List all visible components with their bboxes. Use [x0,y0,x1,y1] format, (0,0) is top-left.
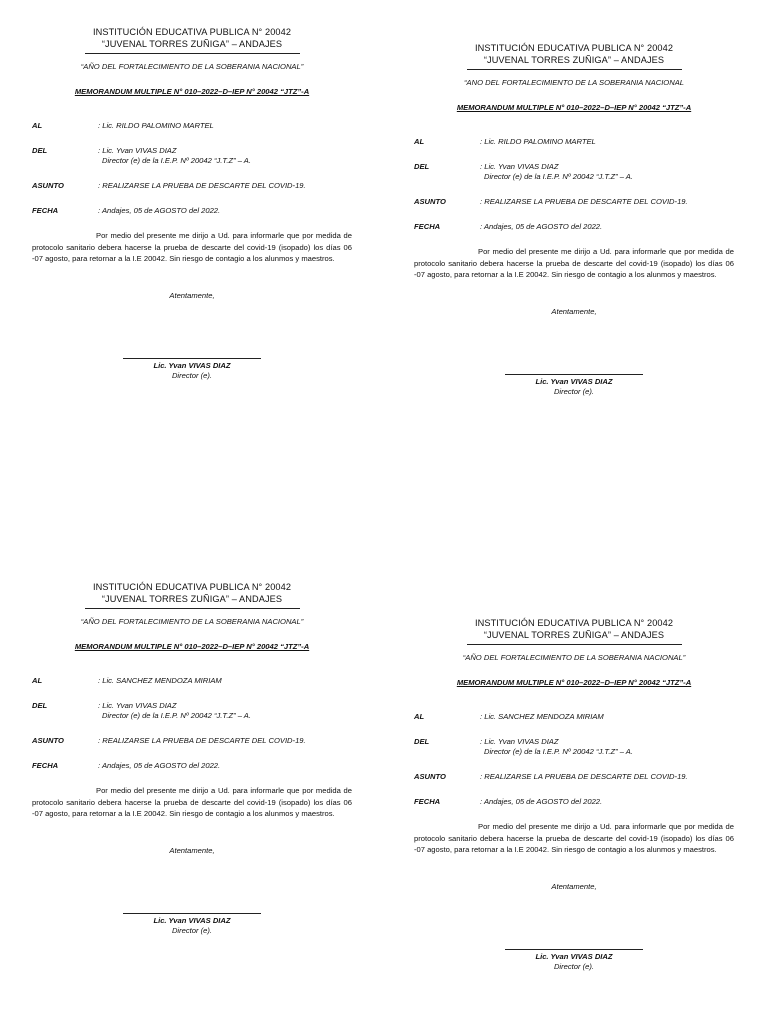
signatory-name: Lic. Yvan VIVAS DIAZ [535,376,613,386]
field-label: AL [414,137,425,146]
memo-body: Por medio del presente me dirijo a Ud. para informarle que por medida de protocolo sanitario debera hacerse la prueba de descarte del covid-19 (isopado) los días 06 -07 agosto, para retornar a la I.E 20042. Sin riesgo de contagio a los alunmos y maestros. [32,786,352,818]
memo-2 [414,43,734,396]
field-subvalue: Director (e) de la I.E.P. Nº 20042 “J.T.Z” – A. [484,172,633,181]
field-label: AL [32,676,43,685]
field-label: FECHA [414,797,441,806]
signatory-name: Lic. Yvan VIVAS DIAZ [153,360,231,370]
field-label: FECHA [32,206,59,215]
field-value: : Lic. Yvan VIVAS DIAZ [480,737,559,746]
field-value-group [480,162,734,182]
field-label: AL [414,712,425,721]
field-del [32,146,352,166]
signatory-title: Director (e). [553,386,595,396]
signature-line [505,374,643,375]
memo-1 [32,27,352,380]
institution-name: INSTITUCIÓN EDUCATIVA PUBLICA N° 20042 [474,43,674,53]
field-value: : Andajes, 05 de AGOSTO del 2022. [98,206,221,215]
field-value: : Andajes, 05 de AGOSTO del 2022. [98,761,221,770]
closing: Atentamente, [551,306,597,316]
signature-line [505,949,643,950]
field-fecha [32,206,352,216]
field-label: AL [32,121,43,130]
institution-name: INSTITUCIÓN EDUCATIVA PUBLICA N° 20042 [92,27,292,37]
field-value: : REALIZARSE LA PRUEBA DE DESCARTE DEL COVID-19. [480,197,688,206]
field-value: : Lic. Yvan VIVAS DIAZ [98,146,177,155]
field-asunto [414,772,734,782]
field-fecha [32,761,352,771]
field-al [32,121,352,131]
institution-name: INSTITUCIÓN EDUCATIVA PUBLICA N° 20042 [92,582,292,592]
school-name: “JUVENAL TORRES ZUÑIGA” – ANDAJES [483,54,665,65]
field-fecha [414,222,734,232]
memo-body: Por medio del presente me dirijo a Ud. para informarle que por medida de protocolo sanitario debera hacerse la prueba de descarte del covid-19 (isopado) los días 06 -07 agosto, para retornar a la I.E 20042. Sin riesgo de contagio a los alunmos y maestros. [32,231,352,263]
memo-4 [414,618,734,971]
memo-title: MEMORANDUM MULTIPLE N° 010–2022–D–IEP N° 20042 “JTZ”-A [456,678,692,687]
closing: Atentamente, [169,290,215,300]
signature-line [123,358,261,359]
year-motto: “AÑO DEL FORTALECIMIENTO DE LA SOBERANIA NACIONAL” [80,62,304,71]
field-label: ASUNTO [32,736,64,745]
memo-title: MEMORANDUM MULTIPLE N° 010–2022–D–IEP N° 20042 “JTZ”-A [74,642,310,651]
signatory-title: Director (e). [171,370,213,380]
field-value-group [98,701,352,721]
closing: Atentamente, [169,845,215,855]
field-subvalue: Director (e) de la I.E.P. Nº 20042 “J.T.Z” – A. [102,156,251,165]
field-asunto [32,736,352,746]
field-value: : Lic. SANCHEZ MENDOZA MIRIAM [480,712,604,721]
field-value: : REALIZARSE LA PRUEBA DE DESCARTE DEL COVID-19. [98,181,306,190]
school-name: “JUVENAL TORRES ZUÑIGA” – ANDAJES [101,593,283,604]
field-label: DEL [414,737,430,746]
header-rule [467,644,682,645]
field-al [414,137,734,147]
memo-title: MEMORANDUM MULTIPLE N° 010–2022–D–IEP N° 20042 “JTZ”-A [74,87,310,96]
school-name: “JUVENAL TORRES ZUÑIGA” – ANDAJES [483,629,665,640]
field-label: FECHA [414,222,441,231]
field-label: DEL [414,162,430,171]
header-rule [85,53,300,54]
memo-body: Por medio del presente me dirijo a Ud. para informarle que por medida de protocolo sanitario debera hacerse la prueba de descarte del covid-19 (isopado) los días 06 -07 agosto, para retornar a la I.E 20042. Sin riesgo de contagio a los alunmos y maestros. [414,822,734,854]
field-asunto [414,197,734,207]
field-del [32,701,352,721]
field-al [414,712,734,722]
field-value: : Lic. Yvan VIVAS DIAZ [98,701,177,710]
field-subvalue: Director (e) de la I.E.P. Nº 20042 “J.T.Z” – A. [102,711,251,720]
field-label: ASUNTO [414,772,446,781]
field-al [32,676,352,686]
signatory-title: Director (e). [553,961,595,971]
memo-3 [32,582,352,935]
field-del [414,162,734,182]
memo-body: Por medio del presente me dirijo a Ud. para informarle que por medida de protocolo sanitario debera hacerse la prueba de descarte del covid-19 (isopado) los días 06 -07 agosto, para retornar a la I.E 20042. Sin riesgo de contagio a los alunmos y maestros. [414,247,734,279]
year-motto: “AÑO DEL FORTALECIMIENTO DE LA SOBERANIA NACIONAL” [80,617,304,626]
memo-title: MEMORANDUM MULTIPLE N° 010–2022–D–IEP N° 20042 “JTZ”-A [456,103,692,112]
field-value: : Lic. Yvan VIVAS DIAZ [480,162,559,171]
signatory-name: Lic. Yvan VIVAS DIAZ [153,915,231,925]
field-value-group [98,146,352,166]
field-value: : Lic. RILDO PALOMINO MARTEL [98,121,214,130]
signatory-title: Director (e). [171,925,213,935]
header-rule [85,608,300,609]
field-value: : Andajes, 05 de AGOSTO del 2022. [480,797,603,806]
signature-line [123,913,261,914]
year-motto: “ANO DEL FORTALECIMIENTO DE LA SOBERANIA NACIONAL [464,78,684,87]
field-value: : Andajes, 05 de AGOSTO del 2022. [480,222,603,231]
header-rule [467,69,682,70]
school-name: “JUVENAL TORRES ZUÑIGA” – ANDAJES [101,38,283,49]
field-label: ASUNTO [32,181,64,190]
year-motto: “AÑO DEL FORTALECIMIENTO DE LA SOBERANIA NACIONAL” [462,653,686,662]
signatory-name: Lic. Yvan VIVAS DIAZ [535,951,613,961]
institution-name: INSTITUCIÓN EDUCATIVA PUBLICA N° 20042 [474,618,674,628]
closing: Atentamente, [551,881,597,891]
field-label: FECHA [32,761,59,770]
field-value: : Lic. SANCHEZ MENDOZA MIRIAM [98,676,222,685]
field-fecha [414,797,734,807]
field-value: : REALIZARSE LA PRUEBA DE DESCARTE DEL COVID-19. [98,736,306,745]
field-label: DEL [32,701,48,710]
field-asunto [32,181,352,191]
field-value: : Lic. RILDO PALOMINO MARTEL [480,137,596,146]
field-label: DEL [32,146,48,155]
field-del [414,737,734,757]
field-value: : REALIZARSE LA PRUEBA DE DESCARTE DEL COVID-19. [480,772,688,781]
field-label: ASUNTO [414,197,446,206]
field-subvalue: Director (e) de la I.E.P. Nº 20042 “J.T.Z” – A. [484,747,633,756]
field-value-group [480,737,734,757]
